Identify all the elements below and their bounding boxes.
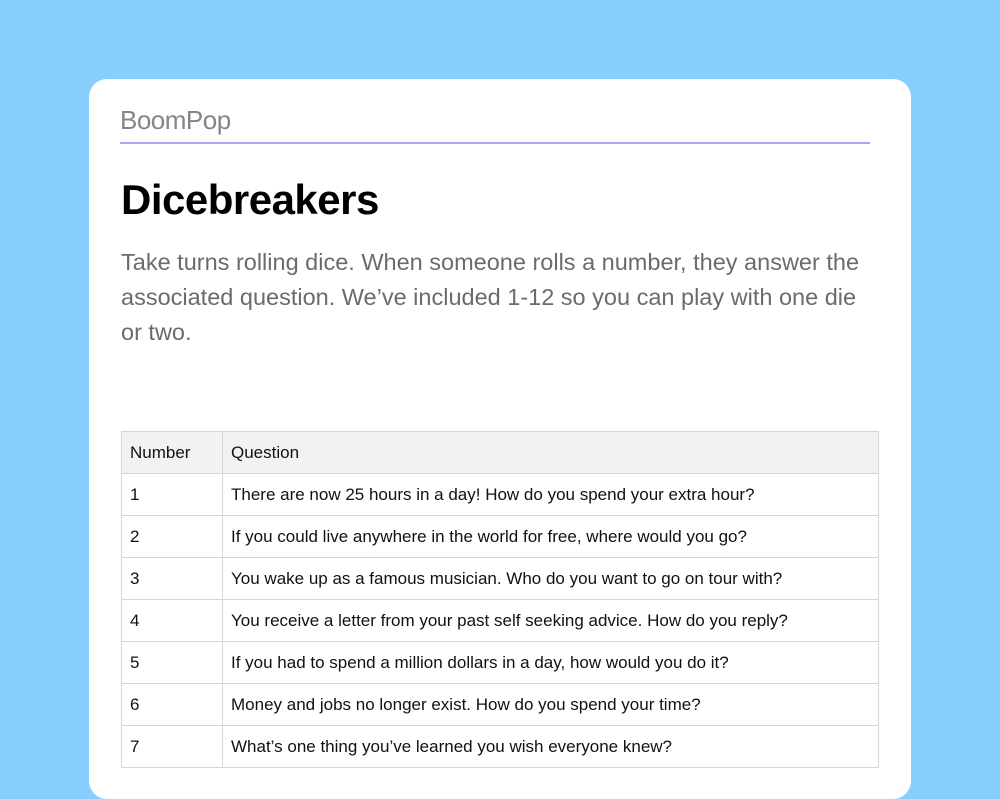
table-row [122,558,879,600]
table-row [122,726,879,768]
row-question: You receive a letter from your past self seeking advice. How do you reply? [223,600,879,642]
column-header-question: Question [223,432,879,474]
questions-table [121,431,879,768]
table-row [122,474,879,516]
row-question: You wake up as a famous musician. Who do you want to go on tour with? [223,558,879,600]
table-row [122,684,879,726]
table-row [122,516,879,558]
table-row [122,642,879,684]
row-number: 1 [122,474,223,516]
row-number: 6 [122,684,223,726]
intro-text: Take turns rolling dice. When someone rolls a number, they answer the associated question. We’ve included 1-12 so you can play with one die or two. [121,249,860,345]
page-title: Dicebreakers [121,176,379,223]
brand-header [120,105,870,144]
table-header-row [122,432,879,474]
row-number: 7 [122,726,223,768]
content-card [89,79,911,799]
row-number: 2 [122,516,223,558]
table-row [122,600,879,642]
row-question: There are now 25 hours in a day! How do you spend your extra hour? [223,474,879,516]
column-header-number: Number [122,432,223,474]
row-number: 5 [122,642,223,684]
row-number: 3 [122,558,223,600]
row-question: What’s one thing you’ve learned you wish everyone knew? [223,726,879,768]
brand-logo[interactable]: BoomPop [120,105,231,135]
row-number: 4 [122,600,223,642]
row-question: If you had to spend a million dollars in a day, how would you do it? [223,642,879,684]
row-question: If you could live anywhere in the world for free, where would you go? [223,516,879,558]
row-question: Money and jobs no longer exist. How do you spend your time? [223,684,879,726]
